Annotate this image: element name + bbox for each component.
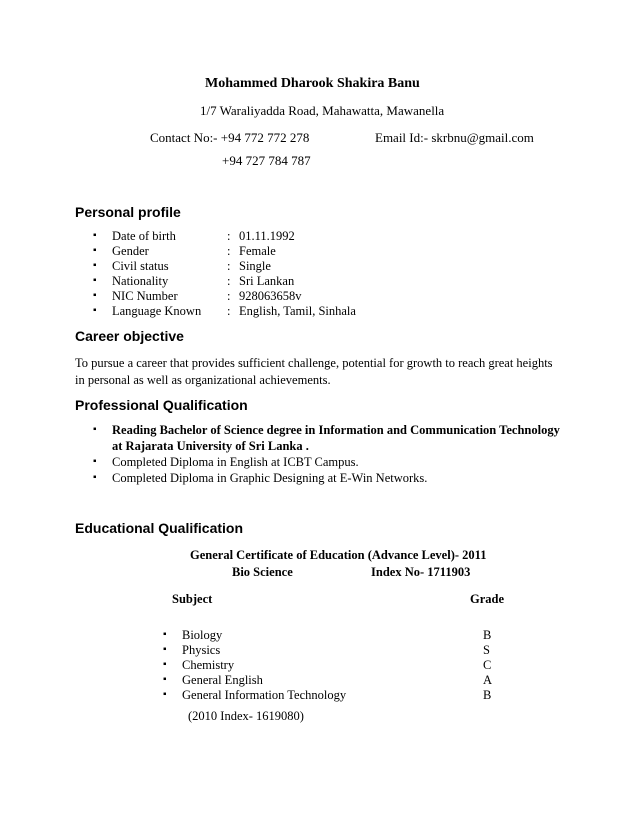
profile-value: 928063658v xyxy=(239,289,302,303)
subject-grade: B xyxy=(483,688,492,702)
subject-name: Biology xyxy=(182,628,223,642)
career-objective-line-1: To pursue a career that provides sufficient challenge, potential for growth to reach great heights xyxy=(75,356,553,370)
subject-name: General Information Technology xyxy=(182,688,347,702)
grade-column-header: Grade xyxy=(470,592,505,606)
contact-number: Contact No:- +94 772 772 278 xyxy=(150,130,310,145)
bullet-icon: ▪ xyxy=(93,275,97,286)
degree-line-1: Reading Bachelor of Science degree in Information and Communication Technology xyxy=(112,423,560,437)
diploma-english: Completed Diploma in English at ICBT Campus. xyxy=(112,455,359,469)
subject-grade: S xyxy=(483,643,490,657)
profile-label: Civil status xyxy=(112,259,169,273)
bullet-icon: ▪ xyxy=(93,305,97,316)
bullet-icon: ▪ xyxy=(93,290,97,301)
bullet-icon: ▪ xyxy=(163,629,167,640)
career-objective-line-2: in personal as well as organizational achievements. xyxy=(75,373,331,387)
subject-name: General English xyxy=(182,673,263,687)
profile-label: Gender xyxy=(112,244,149,258)
profile-label: NIC Number xyxy=(112,289,178,303)
subject-name: Chemistry xyxy=(182,658,235,672)
email: Email Id:- skrbnu@gmail.com xyxy=(375,130,534,145)
profile-separator: : xyxy=(227,274,231,288)
subject-column-header: Subject xyxy=(172,592,213,606)
profile-label: Nationality xyxy=(112,274,169,288)
profile-value: Single xyxy=(239,259,271,273)
profile-value: English, Tamil, Sinhala xyxy=(239,304,356,318)
bullet-icon: ▪ xyxy=(163,674,167,685)
bullet-icon: ▪ xyxy=(93,456,97,467)
educational-qualification-heading: Educational Qualification xyxy=(75,520,244,536)
exam-stream: Bio Science xyxy=(232,565,293,579)
profile-separator: : xyxy=(227,244,231,258)
bullet-icon: ▪ xyxy=(163,689,167,700)
diploma-graphic-design: Completed Diploma in Graphic Designing at E-Win Networks. xyxy=(112,471,428,485)
exam-index: Index No- 1711903 xyxy=(371,565,471,579)
subject-name: Physics xyxy=(182,643,221,657)
exam-title: General Certificate of Education (Advance Level)- 2011 xyxy=(190,548,487,562)
address: 1/7 Waraliyadda Road, Mahawatta, Mawanella xyxy=(200,103,445,118)
resume-name: Mohammed Dharook Shakira Banu xyxy=(205,76,420,91)
subject-grade: A xyxy=(483,673,493,687)
profile-separator: : xyxy=(227,289,231,303)
profile-value: 01.11.1992 xyxy=(239,229,295,243)
git-index-note: (2010 Index- 1619080) xyxy=(188,709,304,723)
bullet-icon: ▪ xyxy=(93,472,97,483)
subject-grade: B xyxy=(483,628,492,642)
profile-value: Sri Lankan xyxy=(239,274,295,288)
bullet-icon: ▪ xyxy=(93,424,97,435)
profile-label: Date of birth xyxy=(112,229,176,243)
bullet-icon: ▪ xyxy=(93,245,97,256)
profile-separator: : xyxy=(227,304,231,318)
degree-line-2: at Rajarata University of Sri Lanka . xyxy=(112,439,309,453)
bullet-icon: ▪ xyxy=(163,644,167,655)
bullet-icon: ▪ xyxy=(163,659,167,670)
profile-separator: : xyxy=(227,259,231,273)
personal-profile-heading: Personal profile xyxy=(75,204,181,220)
profile-value: Female xyxy=(239,244,276,258)
phone-secondary: +94 727 784 787 xyxy=(222,153,311,168)
subject-grade: C xyxy=(483,658,492,672)
professional-qualification-heading: Professional Qualification xyxy=(75,397,248,413)
profile-label: Language Known xyxy=(112,304,202,318)
profile-separator: : xyxy=(227,229,231,243)
bullet-icon: ▪ xyxy=(93,230,97,241)
career-objective-heading: Career objective xyxy=(75,328,184,344)
bullet-icon: ▪ xyxy=(93,260,97,271)
